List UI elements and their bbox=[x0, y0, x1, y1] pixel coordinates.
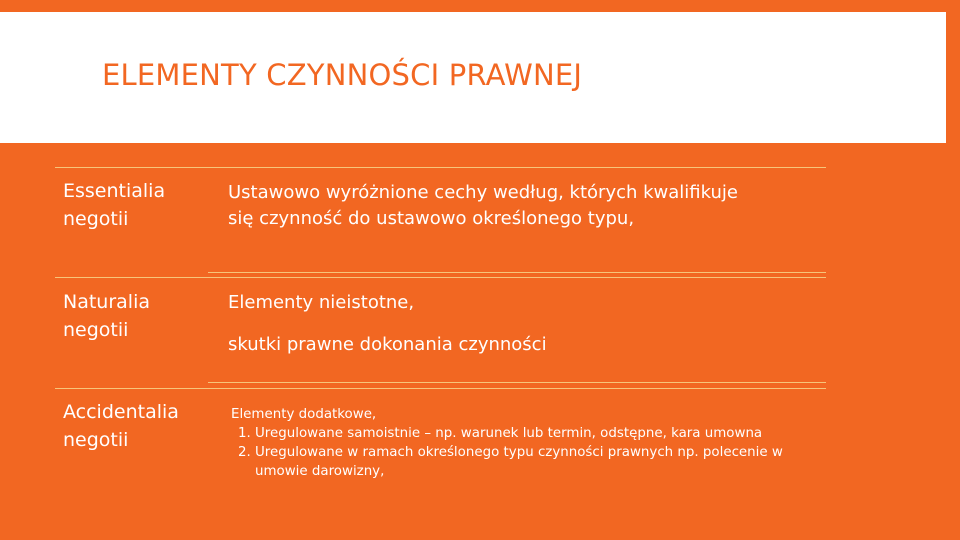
term-line: negotii bbox=[63, 429, 129, 451]
table-rule-row1-a bbox=[208, 272, 826, 273]
definition-intro: Elementy dodatkowe, bbox=[231, 407, 377, 422]
term-accidentalia bbox=[63, 398, 203, 454]
definition-naturalia bbox=[228, 290, 547, 358]
table-rule-top bbox=[55, 167, 826, 168]
definition-line: się czynność do ustawowo określonego typu, bbox=[228, 208, 635, 229]
term-line: Naturalia bbox=[63, 291, 151, 313]
table-rule-row2-a bbox=[208, 382, 826, 383]
definition-accidentalia bbox=[231, 405, 791, 481]
definition-line: Elementy nieistotne, bbox=[228, 292, 415, 313]
slide-title: ELEMENTY CZYNNOŚCI PRAWNEJ bbox=[102, 58, 583, 92]
definition-essentialia bbox=[228, 180, 738, 232]
term-line: negotii bbox=[63, 319, 129, 341]
term-line: negotii bbox=[63, 208, 129, 230]
table-rule-row1-b bbox=[55, 277, 826, 278]
list-item: 2. Uregulowane w ramach określonego typu czynności prawnych np. polecenie w umowie darowizny, bbox=[255, 443, 791, 481]
table-rule-row2-b bbox=[55, 388, 826, 389]
definition-line: Ustawowo wyróżnione cechy według, których kwalifikuje bbox=[228, 182, 739, 203]
definition-list bbox=[231, 424, 791, 481]
list-item: 1. Uregulowane samoistnie – np. warunek lub termin, odstępne, kara umowna bbox=[255, 424, 791, 443]
term-naturalia bbox=[63, 288, 203, 344]
term-line: Accidentalia bbox=[63, 401, 179, 423]
term-essentialia bbox=[63, 177, 203, 233]
definition-line: skutki prawne dokonania czynności bbox=[228, 334, 547, 355]
term-line: Essentialia bbox=[63, 180, 166, 202]
